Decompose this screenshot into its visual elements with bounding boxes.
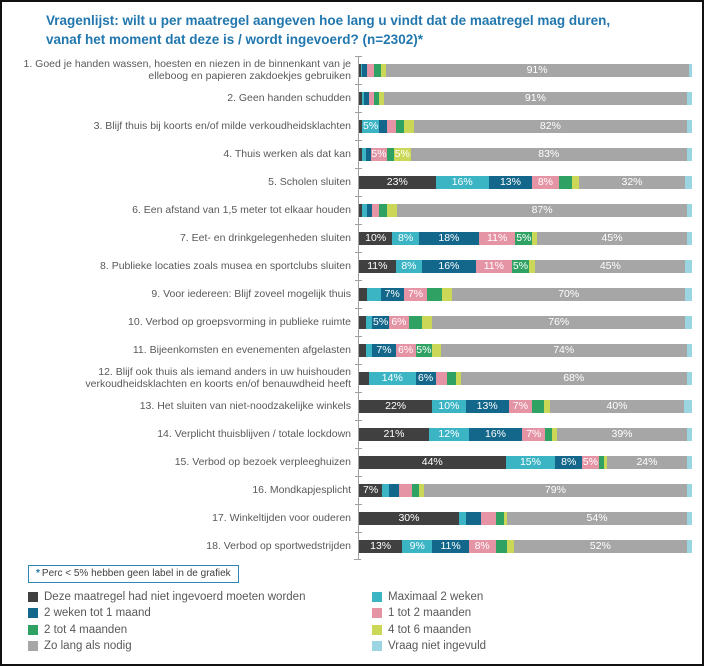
bar-segment-zo-lang-als-nodig: 39% [557, 428, 687, 441]
bar-segment-1-tot-2-maanden [387, 120, 395, 133]
bar-segment-1-tot-2-maanden: 6% [389, 316, 409, 329]
bar-segment-1-tot-2-maanden [367, 64, 374, 77]
bar-segment-vraag-niet-ingevuld [687, 540, 692, 553]
bar-segment-4-tot-6-maanden: 5% [394, 148, 410, 161]
category-label: 17. Winkeltijden voor ouderen [212, 512, 351, 525]
bar-segment-1-tot-2-maanden: 8% [532, 176, 559, 189]
bar-segment-1-tot-2-maanden [372, 204, 379, 217]
bar-segment-2-tot-4-maanden [379, 204, 387, 217]
bar-segment-vraag-niet-ingevuld [687, 92, 692, 105]
bar-track [358, 56, 702, 84]
bar-segment-vraag-niet-ingevuld [687, 456, 692, 469]
bar-segment-2-tot-4-maanden: 5% [516, 232, 532, 245]
1-tot-2-maanden-swatch-icon [372, 608, 382, 618]
bar-segment-vraag-niet-ingevuld [687, 372, 692, 385]
bar-track [358, 476, 702, 504]
legend-item-vraag-niet-ingevuld [372, 638, 486, 655]
chart-row [2, 280, 702, 308]
maximaal-2-weken-swatch-icon [372, 592, 382, 602]
2-tot-4-maanden-swatch-icon [28, 625, 38, 635]
chart-row [2, 336, 702, 364]
bar-segment-maximaal-2-weken [382, 484, 389, 497]
bar-segment-vraag-niet-ingevuld [687, 232, 692, 245]
stacked-bar [359, 148, 692, 161]
bar-segment-4-tot-6-maanden [529, 260, 536, 273]
bar-segment-niet-ingevoerd: 23% [359, 176, 436, 189]
bar-segment-vraag-niet-ingevuld [684, 400, 692, 413]
bar-track [358, 168, 702, 196]
chart-row [2, 84, 702, 112]
bar-segment-2-tot-4-maanden: 5% [416, 344, 432, 357]
bar-track [358, 84, 702, 112]
bar-segment-vraag-niet-ingevuld [687, 428, 692, 441]
bar-segment-4-tot-6-maanden [404, 120, 414, 133]
bar-segment-2-tot-4-maanden [545, 428, 552, 441]
bar-segment-niet-ingevoerd: 30% [359, 512, 459, 525]
chart-title-line-1: Vragenlijst: wilt u per maatregel aangeven hoe lang u vindt dat de maatregel mag duren, [46, 13, 611, 28]
bar-segment-2-tot-4-maanden [374, 64, 381, 77]
bar-segment-1-tot-2-maanden: 11% [479, 232, 516, 245]
chart-row [2, 476, 702, 504]
bar-track [358, 364, 702, 392]
category-label: 9. Voor iedereen: Blijf zoveel mogelijk thuis [151, 288, 351, 301]
bar-segment-2-weken-tot-1-maand: 13% [466, 400, 509, 413]
bar-segment-2-tot-4-maanden [532, 400, 544, 413]
legend-item-niet-ingevoerd [28, 588, 372, 605]
stacked-bar [359, 512, 692, 525]
bar-segment-maximaal-2-weken [459, 512, 466, 525]
stacked-bar [359, 456, 692, 469]
category-label: 16. Mondkapjesplicht [252, 484, 351, 497]
bar-segment-vraag-niet-ingevuld [687, 344, 692, 357]
bar-segment-2-tot-4-maanden [559, 176, 572, 189]
bar-segment-2-weken-tot-1-maand: 7% [381, 288, 404, 301]
vraag-niet-ingevuld-swatch-icon [372, 641, 382, 651]
category-label: 10. Verbod op groepsvorming in publieke ruimte [128, 316, 351, 329]
bar-segment-2-tot-4-maanden [427, 288, 442, 301]
legend-label: Vraag niet ingevuld [388, 640, 487, 653]
legend-label: 4 tot 6 maanden [388, 623, 472, 636]
bar-segment-vraag-niet-ingevuld [687, 484, 692, 497]
bar-segment-4-tot-6-maanden [507, 540, 514, 553]
category-label: 7. Eet- en drinkgelegenheden sluiten [179, 232, 351, 245]
bar-segment-vraag-niet-ingevuld [687, 204, 692, 217]
stacked-bar [359, 344, 692, 357]
bar-segment-zo-lang-als-nodig: 83% [411, 148, 687, 161]
legend-item-4-tot-6-maanden [372, 621, 486, 638]
zo-lang-als-nodig-swatch-icon [28, 641, 38, 651]
bar-segment-1-tot-2-maanden: 7% [404, 288, 427, 301]
bar-segment-zo-lang-als-nodig: 40% [550, 400, 683, 413]
category-label: 12. Blijf ook thuis als iemand anders in uw huishouden verkoudheidsklachten en koorts en/of benauwdheid heeft [85, 365, 351, 391]
stacked-bar [359, 484, 692, 497]
category-label: 18. Verbod op sportwedstrijden [206, 540, 351, 553]
stacked-bar-chart [2, 56, 702, 560]
bar-segment-maximaal-2-weken: 5% [363, 120, 379, 133]
chart-row [2, 196, 702, 224]
bar-segment-4-tot-6-maanden [422, 316, 432, 329]
category-label: 14. Verplicht thuisblijven / totale lockdown [157, 428, 351, 441]
bar-segment-2-tot-4-maanden [447, 372, 455, 385]
bar-segment-vraag-niet-ingevuld [685, 288, 692, 301]
bar-segment-2-weken-tot-1-maand: 18% [419, 232, 479, 245]
stacked-bar [359, 64, 692, 77]
chart-row [2, 532, 702, 560]
chart-title-line-2: vanaf het moment dat deze is / wordt ingevoerd? (n=2302)* [46, 32, 423, 48]
bar-segment-niet-ingevoerd: 22% [359, 400, 432, 413]
chart-row [2, 224, 702, 252]
stacked-bar [359, 120, 692, 133]
bar-segment-2-tot-4-maanden [396, 120, 404, 133]
bar-segment-maximaal-2-weken [367, 288, 380, 301]
bar-segment-1-tot-2-maanden: 5% [582, 456, 598, 469]
footnote-text: Perc < 5% hebben geen label in de grafiek [41, 568, 231, 580]
bar-segment-2-weken-tot-1-maand [466, 512, 481, 525]
footnote-box [28, 565, 239, 583]
chart-row [2, 420, 702, 448]
bar-segment-zo-lang-als-nodig: 79% [424, 484, 687, 497]
bar-segment-2-weken-tot-1-maand: 16% [469, 428, 522, 441]
chart-row [2, 364, 702, 392]
stacked-bar [359, 372, 692, 385]
stacked-bar [359, 260, 692, 273]
bar-segment-zo-lang-als-nodig: 87% [397, 204, 687, 217]
legend-item-maximaal-2-weken [372, 588, 486, 605]
category-label: 4. Thuis werken als dat kan [223, 148, 351, 161]
legend-label: Maximaal 2 weken [388, 590, 484, 603]
bar-track [358, 308, 702, 336]
4-tot-6-maanden-swatch-icon [372, 625, 382, 635]
legend-column-1 [28, 588, 372, 654]
bar-segment-zo-lang-als-nodig: 52% [514, 540, 687, 553]
bar-track [358, 140, 702, 168]
bar-segment-2-tot-4-maanden [409, 316, 422, 329]
chart-row [2, 168, 702, 196]
stacked-bar [359, 204, 692, 217]
bar-segment-4-tot-6-maanden [387, 204, 397, 217]
stacked-bar [359, 232, 692, 245]
bar-segment-vraag-niet-ingevuld [687, 512, 692, 525]
chart-row [2, 504, 702, 532]
category-label: 2. Geen handen schudden [227, 92, 351, 105]
bar-segment-2-weken-tot-1-maand: 13% [489, 176, 532, 189]
bar-segment-4-tot-6-maanden [572, 176, 579, 189]
bar-track [358, 336, 702, 364]
bar-segment-2-weken-tot-1-maand [379, 120, 387, 133]
bar-segment-zo-lang-als-nodig: 74% [441, 344, 687, 357]
bar-segment-4-tot-6-maanden [442, 288, 452, 301]
bar-segment-zo-lang-als-nodig: 45% [537, 232, 687, 245]
bar-segment-vraag-niet-ingevuld [685, 316, 692, 329]
bar-segment-4-tot-6-maanden [432, 344, 440, 357]
legend-column-2 [372, 588, 486, 654]
category-label: 5. Scholen sluiten [268, 176, 351, 189]
footnote-asterisk: * [36, 568, 40, 580]
legend-label: Deze maatregel had niet ingevoerd moeten worden [44, 590, 306, 603]
bar-segment-1-tot-2-maanden [399, 484, 412, 497]
chart-row [2, 448, 702, 476]
legend-item-2-tot-4-maanden [28, 621, 372, 638]
legend-label: 2 weken tot 1 maand [44, 607, 151, 620]
bar-track [358, 280, 702, 308]
category-label: 1. Goed je handen wassen, hoesten en niezen in de binnenkant van je elleboog en papieren zakdoekjes gebruiken [23, 57, 351, 83]
bar-segment-1-tot-2-maanden [481, 512, 496, 525]
chart-title [46, 11, 690, 49]
bar-segment-1-tot-2-maanden [436, 372, 448, 385]
bar-segment-2-tot-4-maanden: 5% [512, 260, 529, 273]
category-label: 13. Het sluiten van niet-noodzakelijke winkels [139, 400, 351, 413]
bar-segment-niet-ingevoerd: 21% [359, 428, 429, 441]
bar-segment-zo-lang-als-nodig: 68% [461, 372, 687, 385]
chart-row [2, 392, 702, 420]
bar-segment-maximaal-2-weken: 15% [506, 456, 556, 469]
bar-segment-vraag-niet-ingevuld [687, 120, 692, 133]
bar-segment-zo-lang-als-nodig: 91% [384, 92, 687, 105]
chart-row [2, 308, 702, 336]
bar-segment-2-tot-4-maanden [387, 148, 394, 161]
bar-segment-vraag-niet-ingevuld [685, 260, 692, 273]
bar-segment-2-weken-tot-1-maand: 5% [373, 316, 389, 329]
bar-segment-zo-lang-als-nodig: 82% [414, 120, 687, 133]
bar-track [358, 420, 702, 448]
bar-segment-zo-lang-als-nodig: 76% [432, 316, 685, 329]
bar-segment-maximaal-2-weken: 8% [392, 232, 419, 245]
niet-ingevoerd-swatch-icon [28, 592, 38, 602]
bar-segment-niet-ingevoerd: 10% [359, 232, 392, 245]
bar-track [358, 504, 702, 532]
category-label: 3. Blijf thuis bij koorts en/of milde verkoudheidsklachten [93, 120, 351, 133]
bar-segment-maximaal-2-weken [366, 316, 373, 329]
legend-item-2-weken-tot-1-maand [28, 605, 372, 622]
bar-segment-2-weken-tot-1-maand: 7% [372, 344, 395, 357]
category-label: 15. Verbod op bezoek verpleeghuizen [174, 456, 351, 469]
category-label: 8. Publieke locaties zoals musea en sportclubs sluiten [100, 260, 351, 273]
bar-segment-1-tot-2-maanden: 7% [522, 428, 545, 441]
stacked-bar [359, 288, 692, 301]
bar-segment-niet-ingevoerd [359, 372, 369, 385]
legend-label: Zo lang als nodig [44, 640, 132, 653]
legend [28, 588, 702, 654]
bar-segment-zo-lang-als-nodig: 70% [452, 288, 685, 301]
bar-segment-zo-lang-als-nodig: 91% [386, 64, 689, 77]
legend-label: 1 tot 2 maanden [388, 607, 472, 620]
bar-segment-2-weken-tot-1-maand: 11% [432, 540, 469, 553]
bar-segment-1-tot-2-maanden: 11% [476, 260, 513, 273]
bar-segment-maximaal-2-weken: 9% [402, 540, 432, 553]
bar-segment-2-tot-4-maanden [496, 540, 508, 553]
bar-segment-niet-ingevoerd: 44% [359, 456, 506, 469]
bar-segment-maximaal-2-weken: 12% [429, 428, 469, 441]
stacked-bar [359, 316, 692, 329]
bar-segment-vraag-niet-ingevuld [689, 64, 692, 77]
bar-segment-maximaal-2-weken: 16% [436, 176, 489, 189]
legend-item-1-tot-2-maanden [372, 605, 486, 622]
bar-track [358, 448, 702, 476]
bar-segment-niet-ingevoerd [359, 344, 366, 357]
stacked-bar [359, 92, 692, 105]
bar-segment-maximaal-2-weken: 10% [432, 400, 465, 413]
chart-row [2, 252, 702, 280]
bar-segment-maximaal-2-weken: 8% [396, 260, 423, 273]
bar-segment-zo-lang-als-nodig: 54% [507, 512, 687, 525]
bar-segment-niet-ingevoerd: 11% [359, 260, 396, 273]
bar-segment-zo-lang-als-nodig: 32% [579, 176, 686, 189]
bar-track [358, 196, 702, 224]
bar-track [358, 392, 702, 420]
chart-row [2, 140, 702, 168]
2-weken-tot-1-maand-swatch-icon [28, 608, 38, 618]
category-label: 6. Een afstand van 1,5 meter tot elkaar houden [132, 204, 351, 217]
bar-segment-vraag-niet-ingevuld [687, 148, 692, 161]
bar-segment-niet-ingevoerd [359, 288, 367, 301]
bar-segment-2-weken-tot-1-maand [389, 484, 399, 497]
bar-segment-1-tot-2-maanden: 8% [469, 540, 496, 553]
bar-segment-2-weken-tot-1-maand: 8% [555, 456, 582, 469]
bar-segment-2-weken-tot-1-maand: 6% [416, 372, 436, 385]
stacked-bar [359, 428, 692, 441]
bar-segment-niet-ingevoerd [359, 316, 366, 329]
chart-rows [2, 56, 702, 560]
stacked-bar [359, 540, 692, 553]
chart-row [2, 56, 702, 84]
bar-segment-1-tot-2-maanden: 5% [371, 148, 387, 161]
bar-segment-1-tot-2-maanden: 7% [509, 400, 532, 413]
category-label: 11. Bijeenkomsten en evenementen afgelasten [132, 344, 351, 357]
bar-track [358, 112, 702, 140]
bar-segment-vraag-niet-ingevuld [685, 176, 692, 189]
legend-label: 2 tot 4 maanden [44, 623, 128, 636]
bar-segment-2-weken-tot-1-maand: 16% [422, 260, 475, 273]
bar-segment-4-tot-6-maanden [544, 400, 551, 413]
chart-row [2, 112, 702, 140]
legend-item-zo-lang-als-nodig [28, 638, 372, 655]
bar-segment-zo-lang-als-nodig: 24% [607, 456, 687, 469]
bar-segment-maximaal-2-weken [366, 344, 373, 357]
bar-segment-2-tot-4-maanden [496, 512, 504, 525]
bar-segment-maximaal-2-weken: 14% [369, 372, 416, 385]
bar-segment-2-tot-4-maanden [412, 484, 419, 497]
bar-segment-zo-lang-als-nodig: 45% [535, 260, 685, 273]
bar-segment-niet-ingevoerd: 7% [359, 484, 382, 497]
bar-track [358, 532, 702, 560]
stacked-bar [359, 176, 692, 189]
bar-track [358, 252, 702, 280]
bar-segment-niet-ingevoerd: 13% [359, 540, 402, 553]
bar-segment-1-tot-2-maanden: 6% [396, 344, 416, 357]
stacked-bar [359, 400, 692, 413]
bar-track [358, 224, 702, 252]
